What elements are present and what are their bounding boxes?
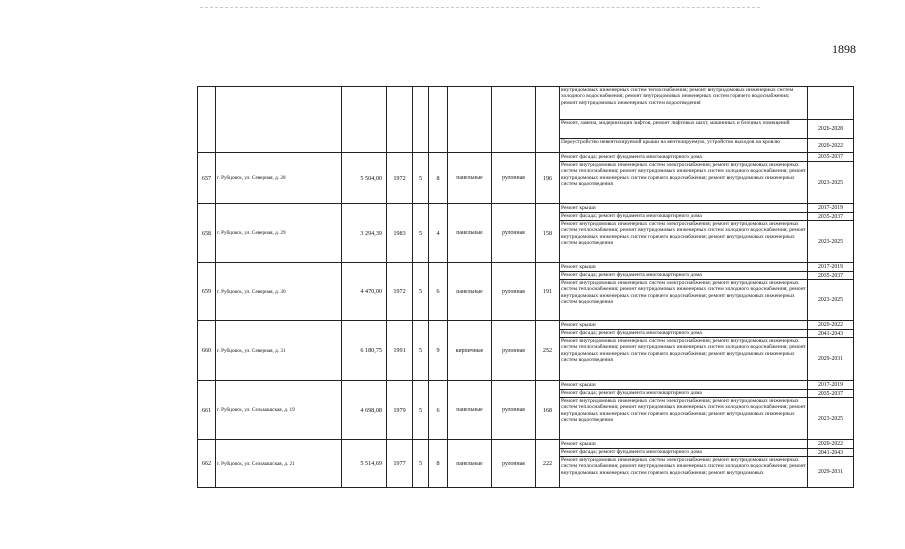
empty-cell [413,87,429,153]
building-area: 5 504,00 [342,153,387,204]
building-number: 659 [198,263,216,321]
building-number: 657 [198,153,216,204]
work-period: 2041-2043 [808,449,854,457]
empty-cell [536,87,560,153]
building-floors: 5 [413,153,429,204]
work-description: Ремонт фасада; ремонт фундамента многоквартирного дома [560,153,808,162]
table-row [198,153,854,162]
work-description: Ремонт фасада; ремонт фундамента многоквартирного дома [560,390,808,398]
wall-material: панельные [448,263,492,321]
table-row [198,87,854,120]
table-row [198,381,854,390]
roof-type: рулонная [492,381,536,440]
empty-cell [198,87,216,153]
wall-material: кирпичные [448,321,492,381]
work-period: 2023-2025 [808,280,854,321]
building-area: 6 180,75 [342,321,387,381]
building-year: 1979 [387,381,413,440]
building-number: 661 [198,381,216,440]
work-description: Ремонт внутридомовых инженерных систем электроснабжения; ремонт внутридомовых инженерных систем теплоснабжения; ремонт внутридомовых инженерных систем холодного водоснабжения; ремонт внутридомовых инженерных систем горячего водоснабжения; ремонт внутридомовых [560,457,808,488]
work-period: 2029-2031 [808,338,854,381]
residents-count: 158 [536,204,560,263]
building-floors: 5 [413,263,429,321]
work-period [808,87,854,120]
work-description: Ремонт внутридомовых инженерных систем электроснабжения; ремонт внутридомовых инженерных систем теплоснабжения; ремонт внутридомовых инженерных систем холодного водоснабжения; ремонт внутридомовых инженерных систем горячего водоснабжения; ремонт внутридомовых инженерных систем водоотведения [560,398,808,440]
table-row [198,321,854,330]
building-address: г. Рубцовск, ул. Северная, д. 29 [216,204,342,263]
roof-type: рулонная [492,263,536,321]
table-row [198,263,854,272]
work-period: 2035-2037 [808,213,854,221]
work-period: 2035-2037 [808,153,854,162]
building-entrances: 8 [429,440,448,488]
work-description: Ремонт крыши [560,321,808,330]
roof-type: рулонная [492,204,536,263]
building-entrances: 6 [429,263,448,321]
work-description: Ремонт крыши [560,440,808,449]
work-description: Ремонт фасада; ремонт фундамента многоквартирного дома [560,213,808,221]
building-floors: 5 [413,321,429,381]
building-number: 660 [198,321,216,381]
work-period: 2017-2019 [808,263,854,272]
work-description: Ремонт, замена, модернизация лифтов, ремонт лифтовых шахт, машинных и блочных помещений [560,120,808,139]
work-description: Переустройство невентилируемой крыши на вентилируемую, устройство выходов на кровлю [560,139,808,153]
building-area: 4 698,08 [342,381,387,440]
empty-cell [492,87,536,153]
building-entrances: 6 [429,381,448,440]
building-year: 1991 [387,321,413,381]
table-row [198,440,854,449]
building-year: 1983 [387,204,413,263]
roof-type: рулонная [492,153,536,204]
work-period: 2023-2025 [808,162,854,204]
building-area: 5 514,69 [342,440,387,488]
work-description: Ремонт фасада; ремонт фундамента многоквартирного дома [560,272,808,280]
work-description: Ремонт внутридомовых инженерных систем электроснабжения; ремонт внутридомовых инженерных систем теплоснабжения; ремонт внутридомовых инженерных систем холодного водоснабжения; ремонт внутридомовых инженерных систем горячего водоснабжения; ремонт внутридомовых инженерных систем водоотведения [560,338,808,381]
residents-count: 222 [536,440,560,488]
building-address: г. Рубцовск, ул. Северная, д. 30 [216,263,342,321]
residents-count: 196 [536,153,560,204]
residents-count: 191 [536,263,560,321]
work-period: 2020-2022 [808,321,854,330]
work-description: Ремонт фасада; ремонт фундамента многоквартирного дома [560,449,808,457]
wall-material: панельные [448,381,492,440]
scan-artifact-line [200,7,760,8]
empty-cell [429,87,448,153]
work-description: Ремонт внутридомовых инженерных систем электроснабжения; ремонт внутридомовых инженерных систем теплоснабжения; ремонт внутридомовых инженерных систем холодного водоснабжения; ремонт внутридомовых инженерных систем горячего водоснабжения; ремонт внутридомовых инженерных систем водоотведения [560,280,808,321]
building-floors: 5 [413,440,429,488]
work-description: Ремонт фасада; ремонт фундамента многоквартирного дома [560,330,808,338]
building-area: 3 294,39 [342,204,387,263]
work-period: 2017-2019 [808,204,854,213]
work-period: 2026-2028 [808,120,854,139]
building-year: 1977 [387,440,413,488]
work-period: 2017-2019 [808,381,854,390]
roof-type: рулонная [492,440,536,488]
work-period: 2035-2037 [808,272,854,280]
work-period: 2023-2025 [808,398,854,440]
building-year: 1972 [387,263,413,321]
work-description: Ремонт крыши [560,381,808,390]
empty-cell [448,87,492,153]
work-description: внутридомовых инженерных систем теплоснабжения; ремонт внутридомовых инженерных систем холодного водоснабжения; ремонт внутридомовых инженерных систем горячего водоснабжения; ремонт внутридомовых инженерных систем водоотведения [560,87,808,120]
empty-cell [216,87,342,153]
work-period: 2041-2043 [808,330,854,338]
work-period: 2035-2037 [808,390,854,398]
building-address: г. Рубцовск, ул. Сельмашская, д. 21 [216,440,342,488]
building-number: 662 [198,440,216,488]
building-entrances: 8 [429,153,448,204]
building-floors: 5 [413,204,429,263]
work-period: 2029-2031 [808,457,854,488]
building-number: 658 [198,204,216,263]
building-address: г. Рубцовск, ул. Северная, д. 28 [216,153,342,204]
wall-material: панельные [448,440,492,488]
work-period: 2023-2025 [808,221,854,263]
work-description: Ремонт крыши [560,263,808,272]
empty-cell [342,87,387,153]
building-address: г. Рубцовск, ул. Северная, д. 31 [216,321,342,381]
building-entrances: 4 [429,204,448,263]
work-description: Ремонт внутридомовых инженерных систем электроснабжения; ремонт внутридомовых инженерных систем теплоснабжения; ремонт внутридомовых инженерных систем холодного водоснабжения; ремонт внутридомовых инженерных систем горячего водоснабжения; ремонт внутридомовых инженерных систем водоотведения [560,162,808,204]
page-number: 1898 [832,42,856,56]
table-row [198,204,854,213]
capital-repair-table [197,86,854,488]
building-area: 4 470,00 [342,263,387,321]
wall-material: панельные [448,204,492,263]
building-entrances: 9 [429,321,448,381]
empty-cell [387,87,413,153]
building-address: г. Рубцовск, ул. Сельмашская, д. 19 [216,381,342,440]
work-description: Ремонт крыши [560,204,808,213]
building-year: 1972 [387,153,413,204]
work-period: 2020-2022 [808,440,854,449]
work-description: Ремонт внутридомовых инженерных систем электроснабжения; ремонт внутридомовых инженерных систем теплоснабжения; ремонт внутридомовых инженерных систем холодного водоснабжения; ремонт внутридомовых инженерных систем горячего водоснабжения; ремонт внутридомовых инженерных систем водоотведения [560,221,808,263]
residents-count: 252 [536,321,560,381]
roof-type: рулонная [492,321,536,381]
building-floors: 5 [413,381,429,440]
work-period: 2020-2022 [808,139,854,153]
residents-count: 168 [536,381,560,440]
wall-material: панельные [448,153,492,204]
